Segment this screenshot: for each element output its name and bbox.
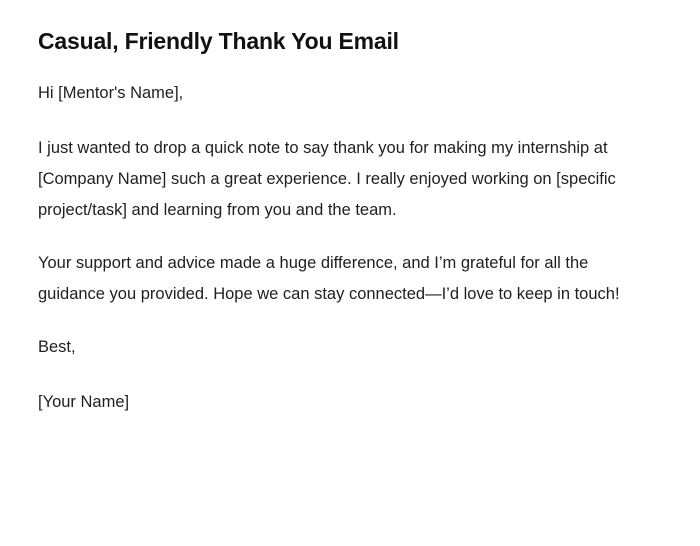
body-paragraph-1: I just wanted to drop a quick note to say thank you for making my internship at [Company Name] such a great experience. I really enjoyed working on [specific project/task] and learning from you and the team. bbox=[38, 139, 616, 219]
signoff-text: Best, bbox=[38, 338, 76, 356]
salutation-text: Hi [Mentor's Name], bbox=[38, 84, 184, 102]
page-title: Casual, Friendly Thank You Email bbox=[38, 28, 399, 54]
signature-text: [Your Name] bbox=[38, 393, 130, 411]
body-paragraph-2: Your support and advice made a huge difference, and I’m grateful for all the guidance you provided. Hope we can stay connected—I’d love to keep in touch! bbox=[38, 254, 620, 303]
